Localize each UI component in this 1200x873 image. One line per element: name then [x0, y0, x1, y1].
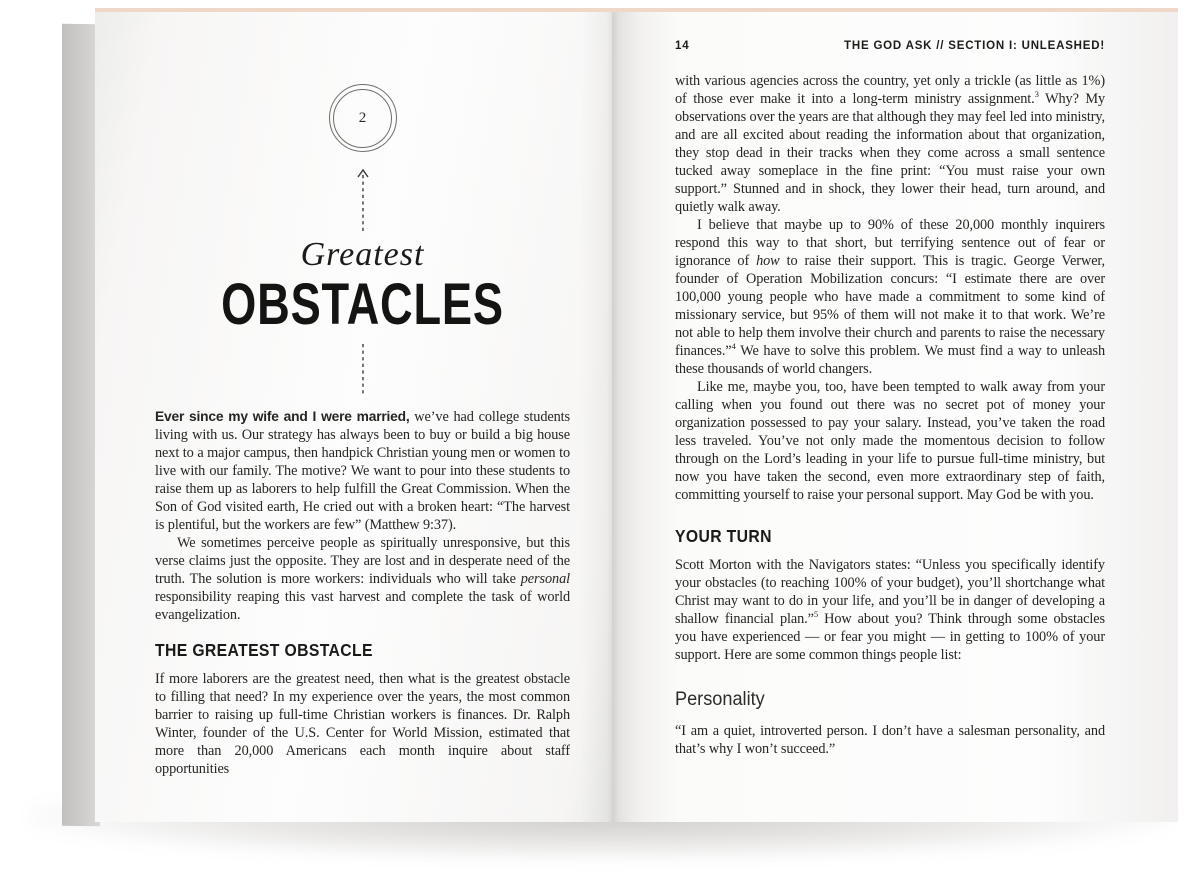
chapter-title-main: OBSTACLES [221, 272, 504, 337]
left-page-body [155, 408, 570, 778]
page-header [675, 40, 1105, 52]
right-page-body [675, 72, 1105, 758]
paragraph: If more laborers are the greatest need, then what is the greatest obstacle to filling that need? In my experience over the years, the most common barrier to raising up full-time Christian workers is finances. Dr. Ralph Winter, founder of the U.S. Center for World Mission, estimated that more than 20,000 Americans each month inquire about staff opportunities [155, 671, 570, 777]
paragraph: “I am a quiet, introverted person. I don’t have a salesman personality, and that’s why I won’t succeed.” [675, 723, 1105, 757]
section-heading-greatest-obstacle: THE GREATEST OBSTACLE [155, 640, 373, 660]
right-page [612, 12, 1178, 822]
chapter-number-inner-ring [333, 89, 392, 148]
chapter-number-badge [329, 84, 397, 152]
paragraph: with various agencies across the country, yet only a trickle (as little as 1%) of those ever make it into a long-term ministry assignment.$^3$ Why? My observations over the years are that although they may feel led into ministry, and are all excited about reading the information about that organization, they stop dead in their tracks when they come across a small sentence tucked away someplace in the fine print: “You must raise your own support.” Stunned and in shock, they lower their head, turn around, and quietly walk away. [675, 73, 1105, 215]
paragraph: Like me, maybe you, too, have been tempted to walk away from your calling when you found out there was no secret pot of money your organization possessed to pay your salary. Instead, you’ve taken the road less traveled. You’ve not only made the momentous decision to follow through on the Lord’s leading in your life to pursue full-time ministry, but now you have taken the second, even more extraordinary step of faith, committing yourself to raise your personal support. May God be with you. [675, 379, 1105, 503]
chapter-title-script: Greatest [300, 236, 425, 273]
paragraph: Ever since my wife and I were married, we’ve had college students living with us. Our strategy has always been to buy or build a big house next to a major campus, then handpick Christian young men or women to live with our family. The motive? We want to pour into these students to raise them up as laborers to help fulfill the Great Commission. When the Son of God visited earth, He cried out with a broken heart: “The harvest is plentiful, but the workers are few” (Matthew 9:37). [155, 409, 570, 533]
running-head: THE GOD ASK // SECTION I: UNLEASHED! [844, 40, 1105, 52]
personality-paragraphs [675, 722, 1105, 758]
chapter-number: 2 [358, 109, 367, 126]
intro-paragraphs [155, 408, 570, 624]
right-page-content [675, 12, 1105, 816]
paragraph: Scott Morton with the Navigators states: “Unless you specifically identify your obstacles (to reaching 100% of your budget), you’ll shortchange what Christ may want to do in your life, and you’ll be in danger of developing a shallow financial plan.”$^5$ How about you? Think through some obstacles you have experienced — or fear you might — in getting to 100% of your support. Here are some common things people list: [675, 557, 1105, 663]
left-page [95, 12, 612, 822]
page-number: 14 [675, 40, 690, 52]
left-page-content [155, 12, 570, 816]
section-paragraphs [155, 670, 570, 778]
paragraph: I believe that maybe up to 90% of these 20,000 monthly inquirers respond this way to that short, but terrifying sentence out of fear or ignorance of how to raise their support. This is tragic. George Verwer, founder of Operation Mobilization concurs: “I estimate there are over 100,000 young people who have made a commitment to some kind of missionary service, but 95% of them will not make it to that work. We’re not able to help them involve their church and parents to raise the necessary finances.”$^4$ We have to solve this problem. We must find a way to unleash these thousands of world changers. [675, 217, 1105, 377]
arrow-up-dashed-icon [355, 168, 371, 232]
dashed-line-icon [355, 344, 371, 396]
your-turn-paragraphs [675, 556, 1105, 664]
subsection-heading-personality: Personality [675, 688, 765, 710]
chapter-opener [155, 84, 570, 396]
section-heading-your-turn: YOUR TURN [675, 526, 772, 546]
paragraph: We sometimes perceive people as spiritually unresponsive, but this verse claims just the opposite. They are lost and in desperate need of the truth. The solution is more workers: individuals who will take personal responsibility reaping this vast harvest and complete the task of world evangelization. [155, 535, 570, 623]
body-paragraphs [675, 72, 1105, 504]
